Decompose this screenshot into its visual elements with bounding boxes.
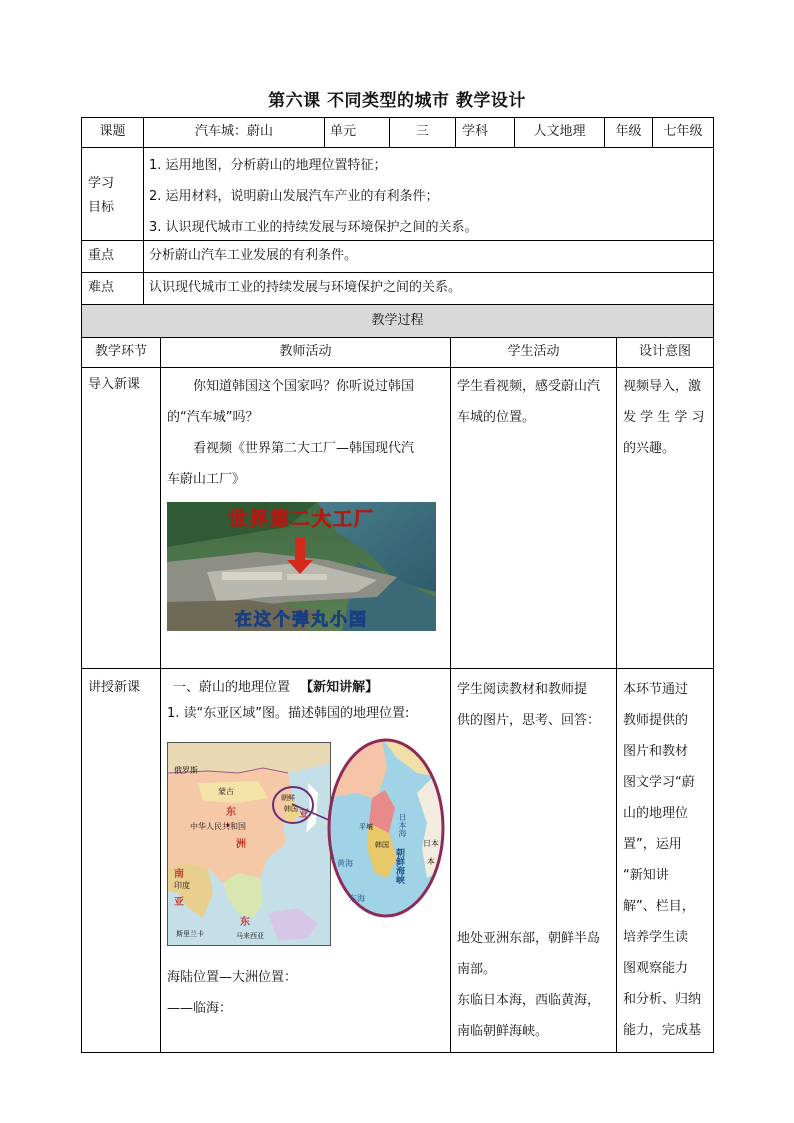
- intent-line: 能力，完成基: [623, 1023, 702, 1038]
- intro-student-line: 车城的位置。: [457, 410, 536, 425]
- intro-intent-line: 的兴趣。: [623, 441, 676, 456]
- label-key-point: 重点: [88, 248, 115, 263]
- intro-design-intent: [623, 371, 713, 464]
- map-label-south: 南: [174, 869, 184, 880]
- intent-line: 山的地理位: [623, 806, 689, 821]
- intent-line: 和分析、归纳: [623, 992, 702, 1007]
- label-grade: 年级: [615, 124, 642, 139]
- new-lesson-student-activity-1: [457, 674, 617, 736]
- inset-label-ben: 本: [427, 857, 435, 866]
- map-label-asia: 亚: [299, 809, 309, 820]
- intent-line: 教师提供的: [623, 713, 689, 728]
- inset-label-japan: 日本: [423, 839, 439, 848]
- new-lesson-design-intent: [623, 674, 713, 1046]
- stage-new-lesson: 讲授新课: [88, 680, 141, 695]
- intro-student-activity: [457, 371, 617, 433]
- table-border-top: [81, 117, 714, 118]
- table-border-right: [713, 117, 714, 1053]
- map-label-east: 东: [226, 807, 236, 818]
- east-asia-map: [167, 742, 331, 946]
- difficulty-text: 认识现代城市工业的持续发展与环境保护之间的关系。: [149, 280, 462, 295]
- student-line: 东临日本海，西临黄海，: [457, 993, 601, 1008]
- position-line: 海陆位置—大洲位置：: [167, 970, 298, 985]
- map-label-continent: 洲: [236, 839, 246, 850]
- inset-label-strait: 朝鲜海峡: [394, 848, 404, 884]
- intro-teacher-line: 你知道韩国这个国家吗？你听说过韩国: [193, 379, 415, 394]
- inset-label-east-sea: 东海: [349, 894, 365, 903]
- column-header-teacher: 教师活动: [279, 344, 332, 359]
- row-divider: [81, 668, 714, 669]
- label-subject: 学科: [462, 124, 489, 139]
- goal-item-2: 2. 运用材料，说明蔚山发展汽车产业的有利条件；: [149, 189, 439, 204]
- goals-list: [149, 150, 709, 243]
- inset-label-pingrang: 平壤: [359, 823, 373, 831]
- label-goals: [88, 172, 142, 220]
- column-header-student: 学生活动: [507, 344, 560, 359]
- video-still: [167, 502, 436, 631]
- row-divider: [81, 272, 714, 273]
- col-divider: [324, 117, 325, 147]
- table-border-bottom: [81, 1052, 714, 1053]
- column-header-intent: 设计意图: [638, 344, 691, 359]
- process-header: 教学过程: [371, 313, 424, 328]
- question-1: 1. 读“东亚区域”图。描述韩国的地理位置:: [167, 706, 410, 721]
- map-label-india: 印度: [174, 881, 190, 890]
- intent-line: “新知讲: [623, 868, 669, 883]
- map-label-southeast: 东: [240, 917, 250, 928]
- intent-line: 图片和教材: [623, 744, 689, 759]
- col-divider: [160, 337, 161, 1053]
- video-caption-bottom: 在这个弹丸小国: [235, 610, 368, 630]
- goal-item-3: 3. 认识现代城市工业的持续发展与环境保护之间的关系。: [149, 220, 478, 235]
- intro-teacher-activity: [167, 371, 447, 495]
- key-point-text: 分析蔚山汽车工业发展的有利条件。: [149, 248, 358, 263]
- korea-inset-map: [327, 738, 445, 919]
- map-label-srilanka: 斯里兰卡: [176, 930, 204, 938]
- label-goals-line2: 目标: [88, 200, 115, 215]
- intent-line: 解”、栏目，: [623, 899, 695, 914]
- goal-item-1: 1. 运用地图，分析蔚山的地理位置特征；: [149, 158, 387, 173]
- new-lesson-student-activity-2: [457, 923, 617, 1047]
- table-border-left: [81, 117, 82, 1053]
- map-label-mongolia: 蒙古: [218, 787, 234, 796]
- label-difficulty: 难点: [88, 280, 115, 295]
- intent-line: 图文学习“蔚: [623, 775, 695, 790]
- inset-label-yellow-sea: 黄海: [337, 859, 353, 868]
- column-header-stage: 教学环节: [94, 344, 147, 359]
- map-label-russia: 俄罗斯: [174, 766, 198, 775]
- student-line: 南部。: [457, 962, 497, 977]
- map-label-asia-south: 亚: [174, 897, 184, 908]
- intro-teacher-line: 车蔚山工厂》: [167, 472, 246, 487]
- section-heading: [173, 677, 453, 699]
- row-divider: [81, 337, 714, 338]
- grade-value: 七年级: [663, 124, 703, 139]
- intent-line: 培养学生读: [623, 930, 689, 945]
- subject-value: 人文地理: [533, 124, 586, 139]
- label-course: 课题: [99, 124, 126, 139]
- section-heading-tag: 【新知讲解】: [300, 680, 379, 695]
- inset-label-sea-japan: 日本海: [398, 813, 407, 837]
- course-value: 汽车城：蔚山: [194, 124, 273, 139]
- korea-inset-map-art: [327, 738, 445, 919]
- intro-teacher-line: 看视频《世界第二大工厂—韩国现代汽: [193, 441, 415, 456]
- student-line: 南临朝鲜海峡。: [457, 1024, 549, 1039]
- student-line: 学生阅读教材和教师提: [457, 682, 588, 697]
- intent-line: 本环节通过: [623, 682, 689, 697]
- col-divider: [455, 117, 456, 147]
- intro-teacher-line: 的“汽车城”吗？: [167, 410, 259, 425]
- position-line-2: ——临海：: [167, 1001, 233, 1016]
- intro-intent-line: 发 学 生 学 习: [623, 410, 705, 425]
- map-label-hanguo: 韩国: [284, 805, 298, 813]
- position-prompts: [167, 962, 447, 1024]
- map-label-prc: 中华人民共和国: [190, 822, 246, 831]
- video-caption-top: 世界第二大工厂: [227, 508, 375, 530]
- intent-line: 图观察能力: [623, 961, 689, 976]
- student-line: 供的图片，思考、回答：: [457, 713, 601, 728]
- row-divider: [81, 367, 714, 368]
- label-unit: 单元: [330, 124, 357, 139]
- intro-intent-line: 视频导入，激: [623, 379, 702, 394]
- intent-line: 置”，运用: [623, 837, 682, 852]
- intro-student-line: 学生看视频，感受蔚山汽: [457, 379, 601, 394]
- unit-value: 三: [415, 124, 429, 139]
- student-line: 地处亚洲东部，朝鲜半岛: [457, 931, 601, 946]
- col-divider: [143, 117, 144, 304]
- label-goals-line1: 学习: [88, 176, 115, 191]
- section-heading-text: 一、蔚山的地理位置: [173, 680, 291, 695]
- stage-intro: 导入新课: [88, 377, 141, 392]
- map-label-chaoxian: 朝鲜: [281, 794, 295, 802]
- row-divider: [81, 147, 714, 148]
- inset-label-hanguo: 韩国: [375, 841, 389, 849]
- document-title: 第六课 不同类型的城市 教学设计: [268, 91, 526, 111]
- map-label-malaysia: 马来西亚: [236, 932, 264, 940]
